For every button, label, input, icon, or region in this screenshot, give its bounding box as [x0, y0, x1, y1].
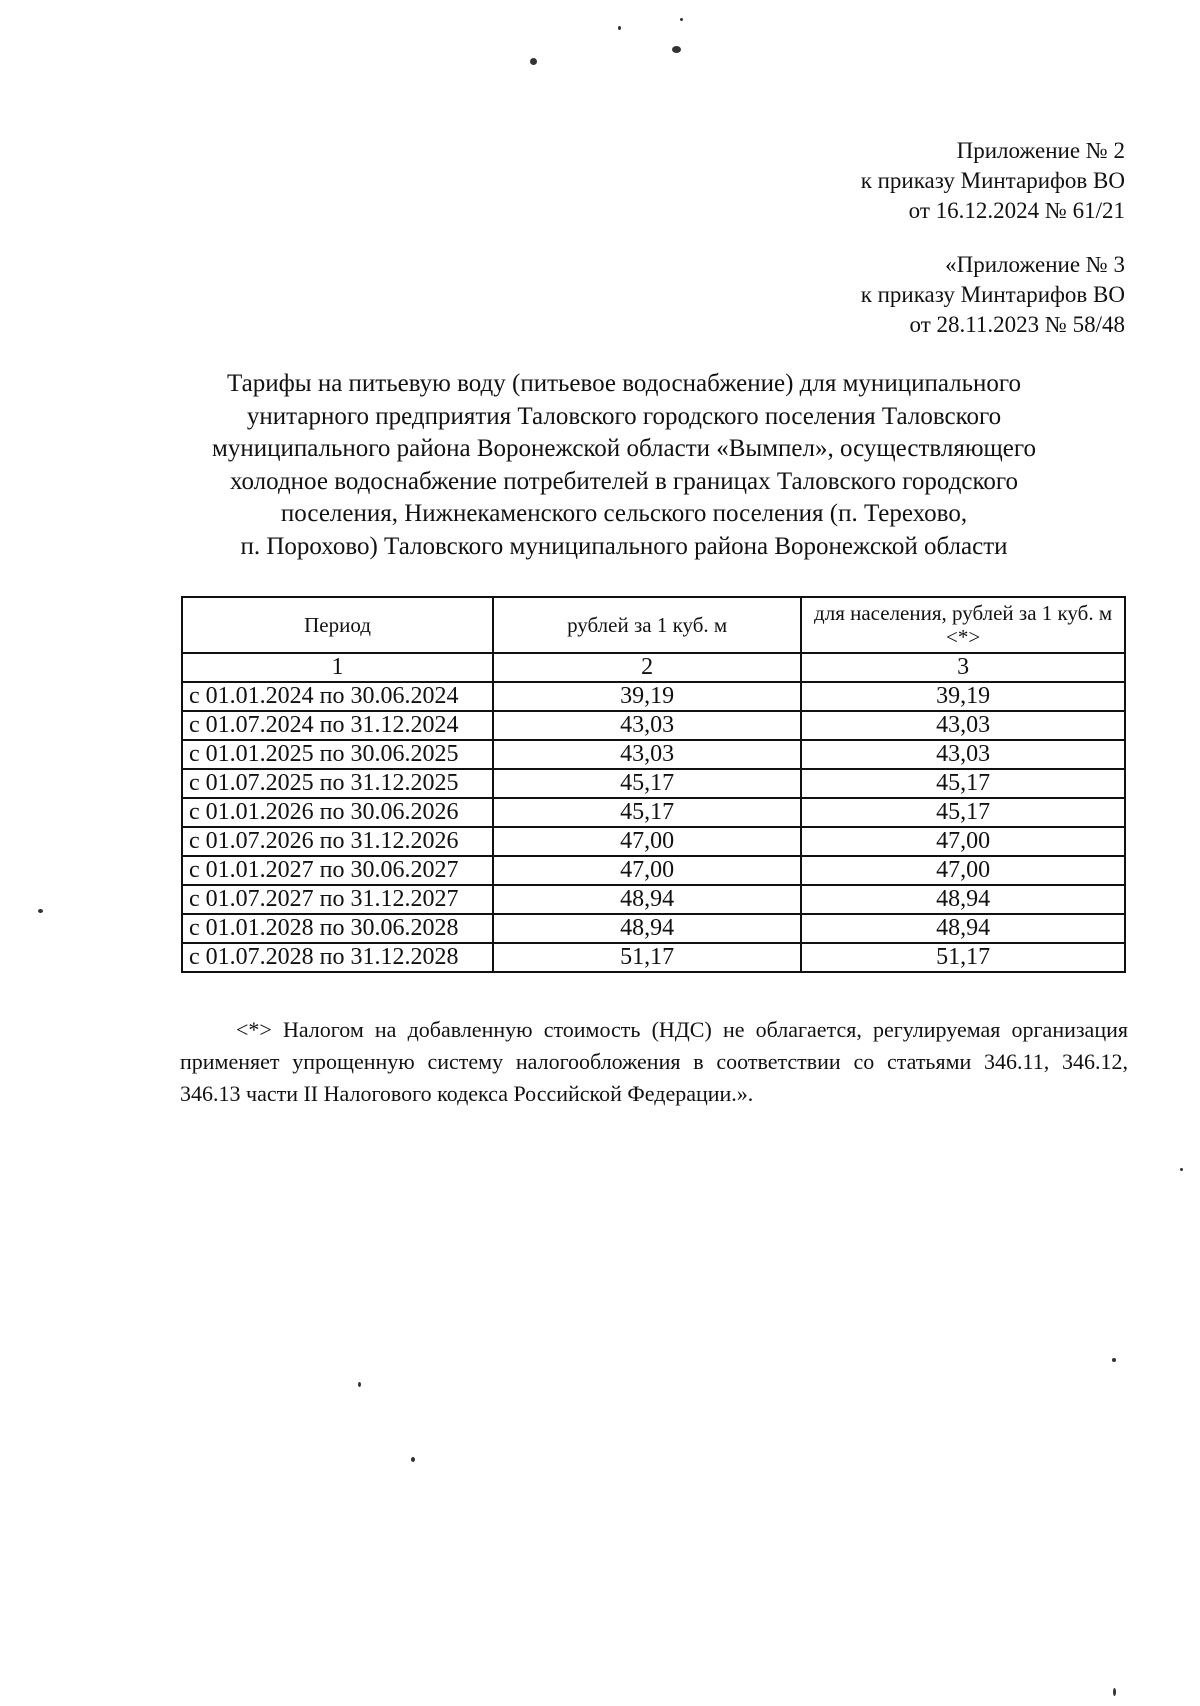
period-cell: с 01.07.2024 по 31.12.2024 [182, 711, 493, 740]
document-title [130, 368, 1118, 563]
table-row [182, 885, 1125, 914]
population-rate-cell: 45,17 [801, 798, 1125, 827]
period-cell: с 01.07.2026 по 31.12.2026 [182, 827, 493, 856]
period-cell: с 01.01.2027 по 30.06.2027 [182, 856, 493, 885]
table-row [182, 914, 1125, 943]
appendix-line: Приложение № 2 [956, 138, 1125, 163]
rate-cell: 47,00 [493, 827, 801, 856]
period-cell: с 01.07.2027 по 31.12.2027 [182, 885, 493, 914]
rate-cell: 51,17 [493, 943, 801, 972]
population-rate-cell: 43,03 [801, 740, 1125, 769]
table-row [182, 856, 1125, 885]
title-line: п. Порохово) Таловского муниципального района Воронежской области [240, 532, 1008, 560]
period-cell: с 01.01.2024 по 30.06.2024 [182, 682, 493, 711]
scan-speck [530, 58, 537, 65]
scan-speck [411, 1457, 415, 1462]
table-row [182, 682, 1125, 711]
scan-speck [1113, 1688, 1116, 1696]
column-number-row [182, 653, 1125, 682]
population-rate-cell: 51,17 [801, 943, 1125, 972]
scan-speck [358, 1382, 361, 1387]
population-rate-cell: 48,94 [801, 914, 1125, 943]
scan-speck [1180, 1168, 1183, 1171]
rate-cell: 45,17 [493, 798, 801, 827]
scan-speck [38, 909, 43, 913]
rate-cell: 43,03 [493, 740, 801, 769]
period-cell: с 01.01.2028 по 30.06.2028 [182, 914, 493, 943]
title-line: муниципального района Воронежской области «Вымпел», осуществляющего [212, 435, 1036, 462]
table-row [182, 769, 1125, 798]
column-number: 2 [493, 653, 801, 682]
scan-speck [618, 26, 621, 30]
period-cell: с 01.01.2025 по 30.06.2025 [182, 740, 493, 769]
scan-speck [672, 46, 681, 53]
scan-speck [1112, 1358, 1116, 1362]
column-header-population-rate: для населения, рублей за 1 куб. м <*> [801, 597, 1125, 653]
footnote: <*> Налогом на добавленную стоимость (НДС) не облагается, регулируемая организация применяет упрощенную систему налогообложения в соответствии со статьями 346.11, 346.12, 346.13 части II Налогового кодекса Российской Федерации.». [180, 1017, 1128, 1106]
population-rate-cell: 39,19 [801, 682, 1125, 711]
period-cell: с 01.07.2028 по 31.12.2028 [182, 943, 493, 972]
column-header-period: Период [182, 597, 493, 653]
table-row [182, 943, 1125, 972]
table-row [182, 711, 1125, 740]
appendix-header-current [861, 136, 1125, 226]
rate-cell: 48,94 [493, 914, 801, 943]
column-header-rate: рублей за 1 куб. м [493, 597, 801, 653]
scan-speck [680, 18, 683, 21]
title-line: холодное водоснабжение потребителей в границах Таловского городского [229, 467, 1019, 495]
rate-cell: 39,19 [493, 682, 801, 711]
population-rate-cell: 47,00 [801, 827, 1125, 856]
rate-cell: 43,03 [493, 711, 801, 740]
rate-cell: 47,00 [493, 856, 801, 885]
population-rate-cell: 47,00 [801, 856, 1125, 885]
title-line: Тарифы на питьевую воду (питьевое водоснабжение) для муниципального [226, 370, 1022, 397]
appendix-header-amended [861, 250, 1125, 340]
table-row [182, 827, 1125, 856]
table-header-row [182, 597, 1125, 653]
appendix-line: от 16.12.2024 № 61/21 [908, 198, 1125, 223]
tariff-table [181, 596, 1126, 973]
title-line: унитарного предприятия Таловского городского поселения Таловского [246, 402, 1002, 430]
column-number: 1 [182, 653, 493, 682]
population-rate-cell: 45,17 [801, 769, 1125, 798]
appendix-line: «Приложение № 3 [945, 252, 1125, 277]
population-rate-cell: 43,03 [801, 711, 1125, 740]
population-rate-cell: 48,94 [801, 885, 1125, 914]
table-row [182, 740, 1125, 769]
period-cell: с 01.07.2025 по 31.12.2025 [182, 769, 493, 798]
table-row [182, 798, 1125, 827]
period-cell: с 01.01.2026 по 30.06.2026 [182, 798, 493, 827]
rate-cell: 48,94 [493, 885, 801, 914]
column-number: 3 [801, 653, 1125, 682]
appendix-line: к приказу Минтарифов ВО [860, 168, 1125, 193]
title-line: поселения, Нижнекаменского сельского поселения (п. Терехово, [280, 500, 968, 527]
rate-cell: 45,17 [493, 769, 801, 798]
appendix-line: к приказу Минтарифов ВО [860, 282, 1125, 307]
appendix-line: от 28.11.2023 № 58/48 [909, 312, 1125, 337]
